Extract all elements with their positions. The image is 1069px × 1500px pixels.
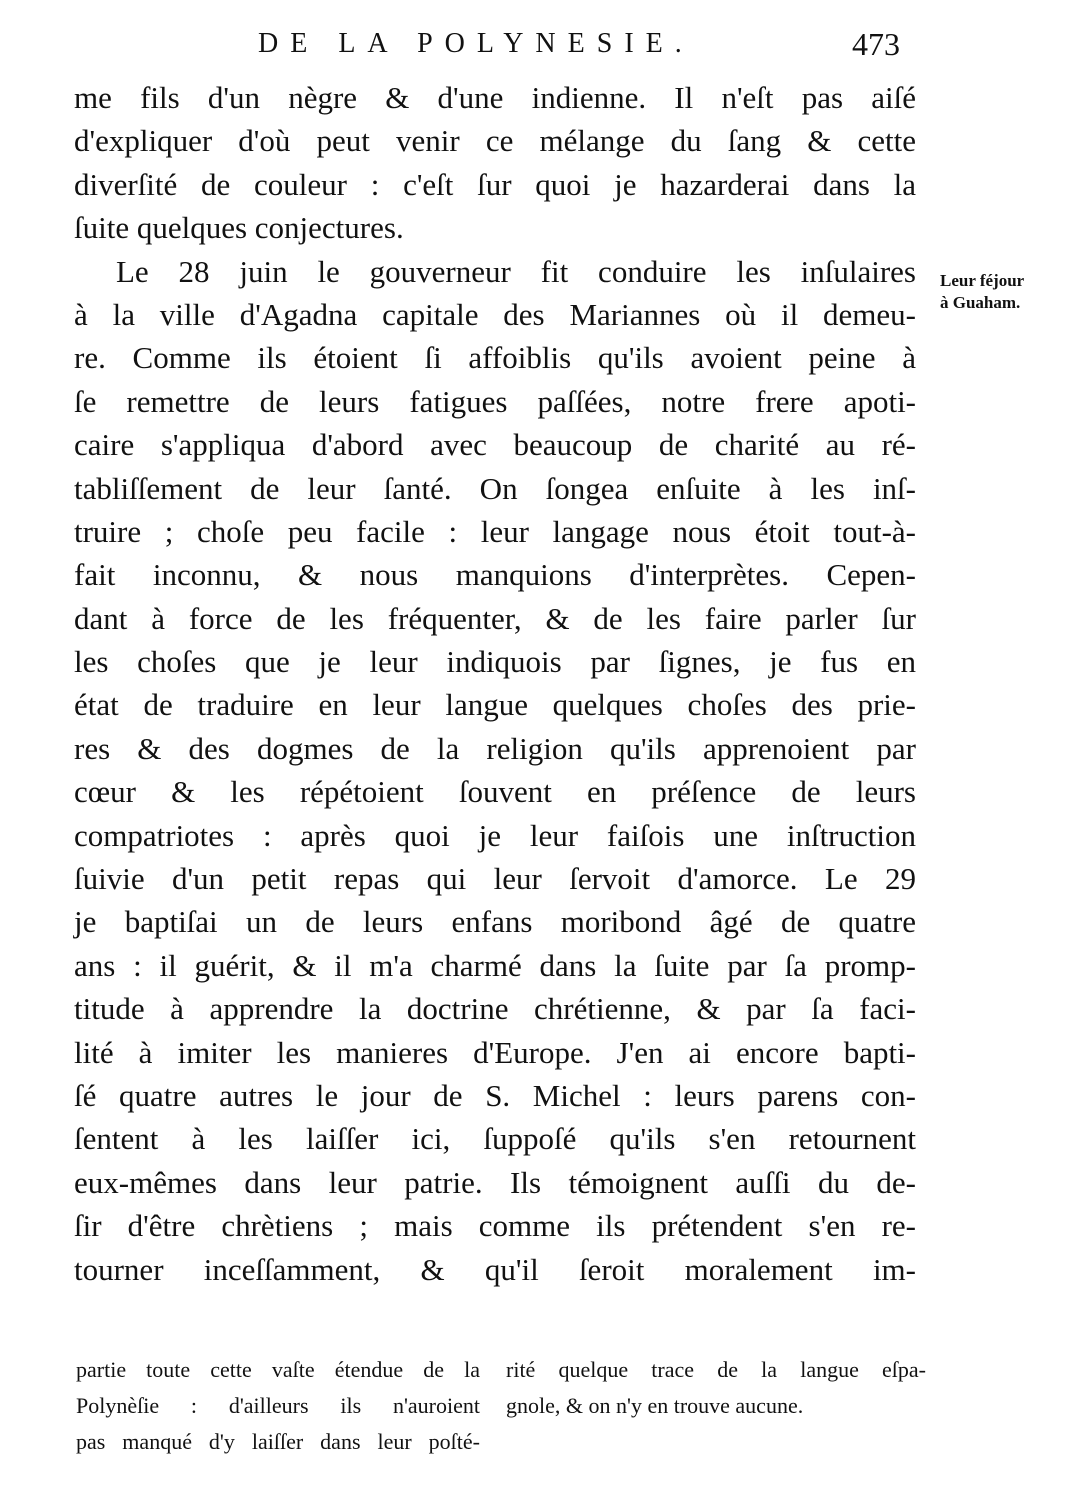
text-line: ſentent à les laiſſer ici, ſuppoſé qu'ils s'en retournent xyxy=(74,1121,916,1157)
text-line: dant à force de les fréquenter, & de les faire parler ſur xyxy=(74,600,916,636)
text-line: me fils d'un nègre & d'une indienne. Il n'eſt pas aiſé xyxy=(74,80,916,115)
text-line: tabliſſement de leur ſanté. On ſongea enſuite à les inſ- xyxy=(74,470,916,506)
text-line: ſe remettre de leurs fatigues paſſées, notre frere apoti- xyxy=(74,383,916,419)
running-head xyxy=(258,20,938,64)
running-title: DE LA POLYNESIE. xyxy=(258,28,694,59)
footnote-line: rité quelque trace de la langue eſpa- xyxy=(506,1357,926,1382)
text-line: ſir d'être chrètiens ; mais comme ils prétendent s'en re- xyxy=(74,1208,916,1244)
text-line: état de traduire en leur langue quelques choſes des prie- xyxy=(74,687,916,723)
page-number: 473 xyxy=(852,26,900,62)
footnote-line: gnole, & on n'y en trouve aucune. xyxy=(506,1393,804,1418)
text-line: les choſes que je leur indiquois par ſignes, je fus en xyxy=(74,644,916,680)
footnote-line: partie toute cette vaſte étendue de la xyxy=(76,1357,480,1382)
footnote-line: pas manqué d'y laiſſer dans leur poſté- xyxy=(76,1429,480,1454)
text-line: ans : il guérit, & il m'a charmé dans la ſuite par ſa promp- xyxy=(74,947,916,983)
text-line: re. Comme ils étoient ſi affoiblis qu'ils avoient peine à xyxy=(74,340,916,376)
margin-note xyxy=(940,270,1050,314)
text-line: eux-mêmes dans leur patrie. Ils témoignent auſſi du de- xyxy=(74,1164,916,1200)
text-line: tourner inceſſamment, & qu'il ſeroit moralement im- xyxy=(74,1251,916,1287)
text-line: compatriotes : après quoi je leur faiſois une inſtruction xyxy=(74,817,916,853)
main-text xyxy=(74,76,916,1291)
text-line: lité à imiter les manieres d'Europe. J'en ai encore bapti- xyxy=(74,1034,916,1070)
text-line: res & des dogmes de la religion qu'ils apprenoient par xyxy=(74,730,916,766)
margin-note-line: Leur féjour xyxy=(940,271,1025,290)
text-line: truire ; choſe peu facile : leur langage nous étoit tout-à- xyxy=(74,513,916,549)
footnote-line: Polynèſie : d'ailleurs ils n'auroient xyxy=(76,1393,480,1418)
text-line: ſuivie d'un petit repas qui leur ſervoit d'amorce. Le 29 xyxy=(74,861,916,897)
text-line: titude à apprendre la doctrine chrétienne, & par ſa faci- xyxy=(74,991,916,1027)
text-line: ſé quatre autres le jour de S. Michel : leurs parens con- xyxy=(74,1077,916,1113)
footnote-column-left xyxy=(76,1352,480,1460)
text-line: à la ville d'Agadna capitale des Mariannes où il demeu- xyxy=(74,296,916,332)
text-line: caire s'appliqua d'abord avec beaucoup de charité au ré- xyxy=(74,427,916,463)
text-line: diverſité de couleur : c'eſt ſur quoi je hazarderai dans la xyxy=(74,166,916,202)
text-line: je baptiſai un de leurs enfans moribond âgé de quatre xyxy=(74,904,916,940)
text-line: cœur & les répétoient ſouvent en préſence de leurs xyxy=(74,774,916,810)
margin-note-line: à Guaham. xyxy=(940,293,1021,312)
text-line: Le 28 juin le gouverneur fit conduire les inſulaires xyxy=(116,253,916,289)
text-line: d'expliquer d'où peut venir ce mélange du ſang & cette xyxy=(74,123,916,159)
text-line: fait inconnu, & nous manquions d'interprètes. Cepen- xyxy=(74,557,916,593)
footnote-column-right xyxy=(506,1352,926,1424)
text-line: ſuite quelques conjectures. xyxy=(74,210,404,246)
